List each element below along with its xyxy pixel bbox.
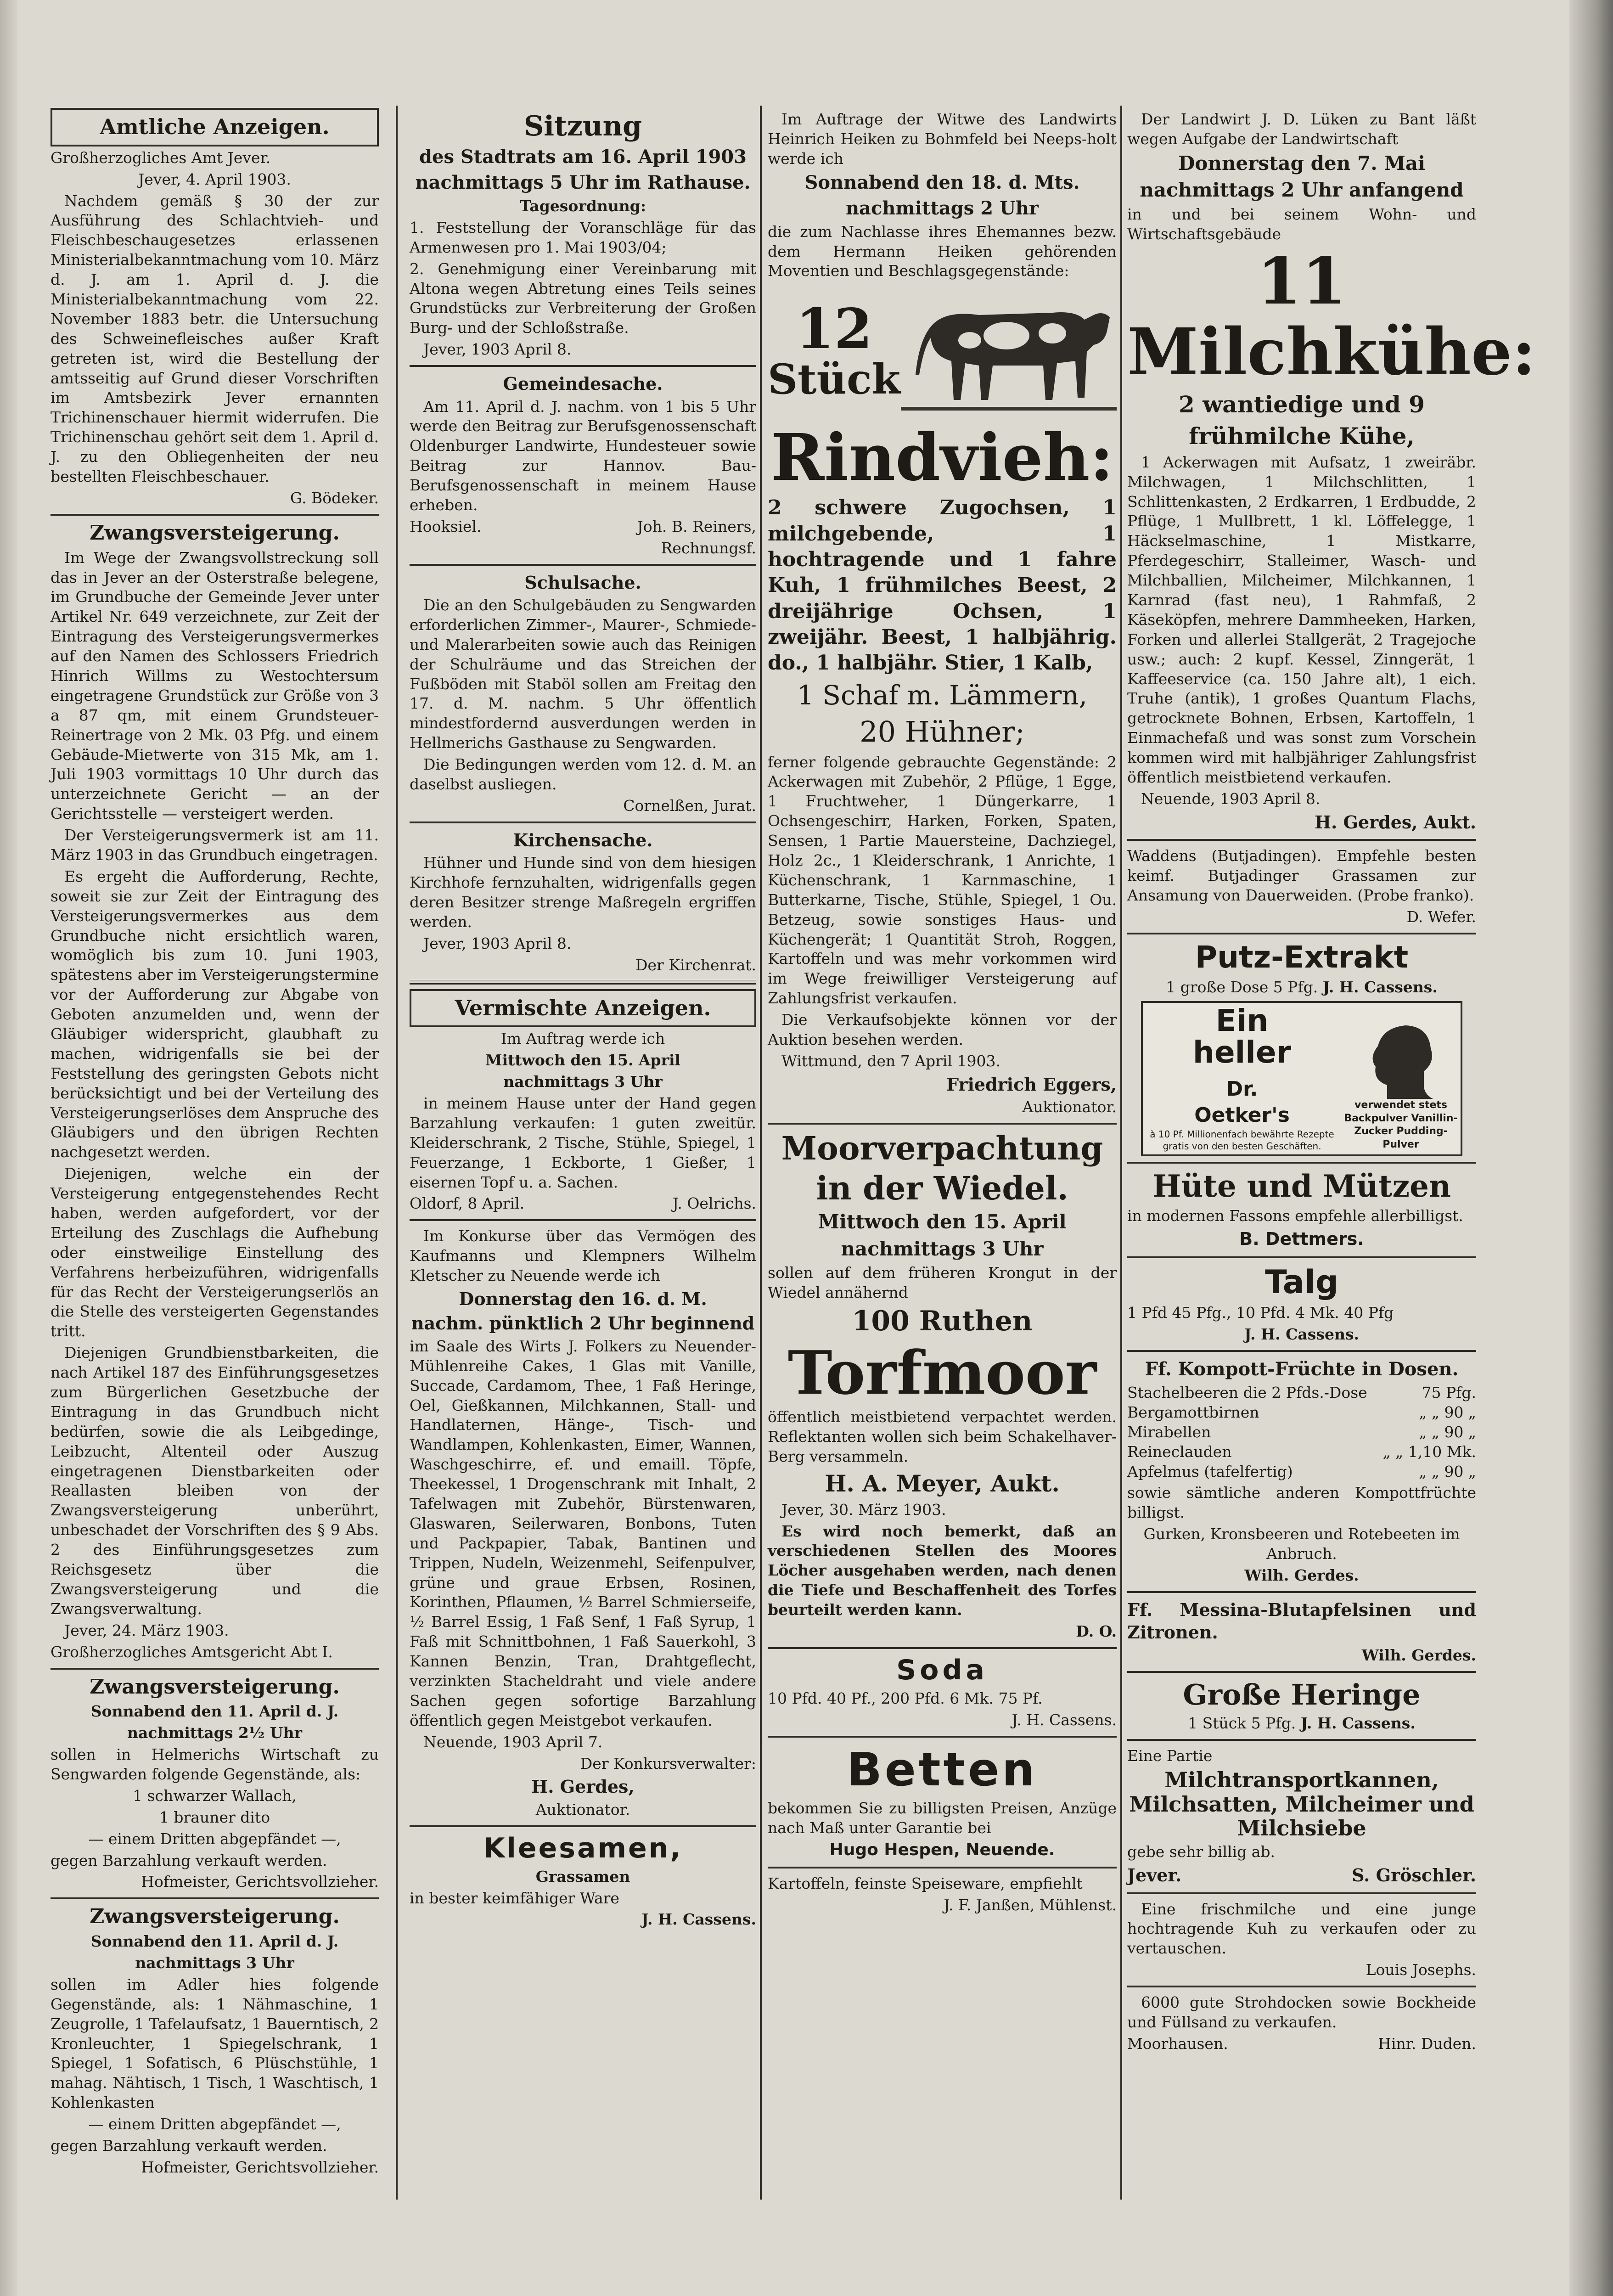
milch-sub: 2 wantiedige und 9 — [1179, 390, 1425, 418]
milk-signature: S. Gröschler. — [1352, 1865, 1476, 1886]
waddens-signature: D. Wefer. — [1406, 907, 1476, 926]
v1-body: in meinem Hause unter der Hand gegen Barzahlung verkaufen: 1 guten zweitür. Kleiderschrank, 2 Tische, Stühle, Spiegel, 1 Feuerzange, 1 Eckborte, 1 Gießer, 1 eisernen Topf u. a. Sachen. — [410, 1094, 756, 1191]
moorverpachtung-heading: in der Wiedel. — [816, 1169, 1068, 1207]
divider — [410, 564, 756, 566]
oetker-products: Backpulver Vanillin-Zucker Pudding-Pulver — [1344, 1112, 1458, 1150]
kleesamen-signature: J. H. Cassens. — [641, 1910, 756, 1929]
zv3-tail: gegen Barzahlung verkauft werden. — [51, 2137, 327, 2155]
kartoffeln-body: Kartoffeln, feinste Speiseware, empfiehlt — [768, 1874, 1083, 1893]
betten-body: bekommen Sie zu billigsten Preisen, Anzüge nach Maß unter Garantie bei — [768, 1799, 1117, 1837]
milch-time: nachmittags 2 Uhr anfangend — [1140, 179, 1464, 202]
zv2-tail: — einem Dritten abgepfändet —, — [88, 1829, 341, 1848]
gemeinde-signature-role: Rechnungsf. — [661, 539, 756, 557]
schul-signature: Cornelßen, Jurat. — [623, 796, 756, 815]
moor-initials: D. O. — [1076, 1622, 1117, 1641]
v1-place: Oldorf, 8 April. — [410, 1194, 525, 1213]
column-2 — [410, 108, 756, 2165]
putz-body: 1 große Dose 5 Pfg. — [1166, 978, 1318, 996]
stroh-signature: Hinr. Duden. — [1378, 2034, 1476, 2053]
kirchensache-heading: Kirchensache. — [513, 829, 653, 850]
sitzung-heading: Sitzung — [523, 110, 642, 142]
moor-note: Es wird noch bemerkt, daß an verschiedenen Stellen des Moores Löcher ausgehaben werden, nach denen die Tiefe und Beschaffenheit des Torfes beurteilt werden kann. — [768, 1522, 1117, 1619]
heringe-signature: J. H. Cassens. — [1300, 1714, 1416, 1732]
auction-body: die zum Nachlasse ihres Ehemannes bezw. dem Hermann Heiken gehörenden Moventien und Beschlagsgegenstände: — [768, 222, 1117, 280]
zv2-item: 1 schwarzer Wallach, — [133, 1786, 297, 1805]
auction-time: nachmittags 2 Uhr — [845, 197, 1039, 219]
sitzung-date: Jever, 1903 April 8. — [423, 340, 572, 359]
auction-signature: Friedrich Eggers, — [946, 1074, 1117, 1095]
milch-date: Neuende, 1903 April 8. — [1141, 789, 1321, 808]
notice-authority: Großherzogliches Amt Jever. — [51, 148, 271, 167]
column-rule-1 — [396, 106, 398, 2200]
notice-date: Jever, 4. April 1903. — [138, 170, 291, 188]
talg-signature: J. H. Cassens. — [1244, 1325, 1360, 1344]
kompott-item-name: Mirabellen — [1127, 1423, 1211, 1441]
milch-list: 1 Ackerwagen mit Aufsatz, 1 zweiräbr. Milchwagen, 1 Milchschlitten, 1 Schlittenkasten, 2 Erdkarren, 1 Erdbudde, 2 Pflüge, 1 Mullbrett, 1 kl. Löffelegge, 1 Häckselmaschine, 1 Mistkarre, Pferdegeschirr, Stalleimer, Wasch- und Milchballien, Milcheimer, Milchkannen, 1 Karnrad (fast neu), 1 Rahmfaß, 2 Käseköpfen, mehrere Dammheeken, Harken, Forken und allerlei Stallgerät, 2 Tragejoche usw.; auch: 2 kupf. Kessel, Zinngerät, 1 Kaffeeservice (ca. 150 Jahre alt), 1 eich. Truhe (antik), 1 großes Quantum Flachs, getrocknete Bohnen, Erbsen, Kartoffeln, 1 Einmachefaß und was sonst zum Vorschein kommen wird mit halbjähriger Zahlungsfrist öffentlich meistbietend verkaufen. — [1127, 453, 1476, 786]
zv1-paragraph: Diejenigen Grundbienstbarkeiten, die nach Artikel 187 des Einführungsgesetzes zum Bürgerlichen Gesetzbuche der Eintragung in das Grundbuch nicht bedürfen, sowie die als Leibgedinge, Leibzucht, Altenteil oder Auszug eingetragenen Dienstbarkeiten oder Reallasten bleiben von der Zwangsversteigerung unberührt, unbeschadet der Vorschriften des § 9 Abs. 2 des Einführungsgesetzes zum Reichsgesetz über die Zwangsversteigerung und die Zwangsverwaltung. — [51, 1344, 379, 1618]
divider — [1127, 1350, 1476, 1352]
kompott-item-price: „ „ 90 „ — [1419, 1462, 1476, 1480]
gemeinde-place: Hooksiel. — [410, 517, 482, 535]
kompott-item-price: „ „ 90 „ — [1419, 1423, 1476, 1441]
kirchen-body: Hühner und Hunde sind von dem hiesigen Kirchhofe fernzuhalten, widrigenfalls gegen deren Besitzer strenge Maßregeln ergriffen werden. — [410, 854, 756, 931]
zv1-paragraph: Im Wege der Zwangsvollstreckung soll das in Jever an der Osterstraße belegene, im Grundbuche der Gemeinde Jever unter Artikel Nr. 649 verzeichnete, zur Zeit der Eintragung des Versteigerungsvermerkes auf den Namen des Schlossers Friedrich Hinrich Willms zu Westochtersum eingetragene Grundstück zur Größe von 3 a 87 qm, mit einem Grundsteuer-Reinertrage von 2 Mk. 03 Pfg. und einem Gebäude-Mietwerte von 315 Mk, am 1. Juli 1903 vormittags 10 Uhr durch das unterzeichnete Gericht — an der Gerichtsstelle — versteigert werden. — [51, 548, 379, 823]
kartoffeln-signature: J. F. Janßen, Mühlenst. — [944, 1896, 1117, 1914]
cattle-illustration-row — [768, 283, 1117, 421]
messina-signature: Wilh. Gerdes. — [1361, 1646, 1476, 1664]
page-edge-left — [0, 0, 17, 2296]
notice-body: Nachdem gemäß § 30 der zur Ausführung des Schlachtvieh- und Fleischbeschaugesetzes erlassenen Ministerialbekanntmachung vom 10. März d. J. am 1. April d. J. die Ministerialbekanntmachung vom 22. November 1883 betr. die Untersuchung des Schweinefleisches außer Kraft getreten ist, wird die Bestellung der amtsseitig auf Grund dieser Vorschriften im Amtsbezirk Jever ernannten Trichinenschauer hiermit widerrufen. Die Trichinenschau gehört seit dem 1. April d. J. zu den Obliegenheiten der neu bestellten Fleischbeschauer. — [51, 191, 379, 486]
vermischte-anzeigen-header: Vermischte Anzeigen. — [410, 989, 756, 1028]
divider — [1127, 1256, 1476, 1258]
oetker-uses: verwendet stets — [1354, 1099, 1447, 1111]
oetker-dr: Dr. — [1226, 1077, 1258, 1101]
soda-signature: J. H. Cassens. — [1012, 1711, 1117, 1729]
oetker-heller: heller — [1192, 1035, 1292, 1070]
kompott-item-price: „ „ 90 „ — [1419, 1403, 1476, 1421]
auction-more: Die Verkaufsobjekte können vor der Auktion besehen werden. — [768, 1011, 1117, 1048]
tagesordnung-label: Tagesordnung: — [519, 197, 646, 215]
auction-date: Wittmund, den 7 April 1903. — [781, 1052, 1001, 1070]
zwangsversteigerung-heading: Zwangsversteigerung. — [90, 1675, 340, 1699]
huete-body: in modernen Fassons empfehle allerbilligst. — [1127, 1207, 1463, 1225]
zv2-signature: Hofmeister, Gerichtsvollzieher. — [141, 1873, 379, 1891]
divider — [1127, 1986, 1476, 1987]
divider — [1127, 1892, 1476, 1894]
divider — [51, 1668, 379, 1670]
talg-body: 1 Pfd 45 Pfg., 10 Pfd. 4 Mk. 40 Pfg — [1127, 1304, 1394, 1322]
divider-double — [410, 980, 756, 985]
amtliche-anzeigen-header: Amtliche Anzeigen. — [51, 108, 379, 146]
huete-signature: B. Dettmers. — [1239, 1229, 1364, 1249]
column-1 — [51, 108, 379, 2176]
milch-body: in und bei seinem Wohn- und Wirtschaftsgebäude — [1127, 205, 1476, 243]
moorverpachtung-heading: Moorverpachtung — [781, 1129, 1103, 1168]
zv2-when: Sonnabend den 11. April d. J. — [90, 1702, 339, 1721]
betten-heading: Betten — [847, 1742, 1038, 1796]
zv2-time: nachmittags 2½ Uhr — [127, 1724, 302, 1742]
kleesamen-sub: Grassamen — [535, 1867, 630, 1885]
sitzung-subheading: nachmittags 5 Uhr im Rathause. — [415, 172, 751, 193]
kompott-row — [1127, 1423, 1476, 1442]
oetker-ein: Ein — [1215, 1003, 1269, 1039]
kompott-row — [1127, 1403, 1476, 1423]
auction-signature-role: Auktionator. — [1022, 1098, 1117, 1116]
v2-when: Donnerstag den 16. d. M. — [459, 1289, 707, 1310]
gemeinde-body: Am 11. April d. J. nachm. von 1 bis 5 Uhr werde den Beitrag zur Berufsgenossenschaft Oldenburger Landwirte, Hundesteuer sowie Beitrag zur Hannov. Bau-Berufsgenossenschaft in meinem Hause erheben. — [410, 397, 756, 514]
divider — [410, 1825, 756, 1827]
moor-signature: H. A. Meyer, Aukt. — [825, 1469, 1060, 1497]
zv2-tail: gegen Barzahlung verkauft werden. — [51, 1851, 327, 1869]
kompott-row — [1127, 1462, 1476, 1482]
kompott-item-name: Bergamottbirnen — [1127, 1403, 1259, 1421]
v1-signature: J. Oelrichs. — [672, 1194, 756, 1213]
cattle-list: 2 schwere Zugochsen, 1 milchgebende, 1 hochtragende und 1 fahre Kuh, 1 frühmilches Beest, 2 dreijährige Ochsen, 1 zweijähr. Beest, 1 halbjährig. do., 1 halbjähr. Stier, 1 Kalb, — [768, 496, 1117, 675]
chickens-line: 20 Hühner; — [860, 715, 1025, 748]
kleesamen-heading: Kleesamen, — [483, 1832, 683, 1864]
stroh-body: 6000 gute Strohdocken sowie Bockheide und Füllsand zu verkaufen. — [1127, 1993, 1476, 2032]
waddens-body: Waddens (Butjadingen). Empfehle besten keimf. Butjadinger Grassamen zur Ansamung von Dauerweiden. (Probe franko). — [1127, 847, 1476, 904]
divider — [1127, 933, 1476, 934]
zv3-body: sollen im Adler hies folgende Gegenstände, als: 1 Nähmaschine, 1 Zeugrolle, 1 Tafelaufsatz, 1 Bauerntisch, 2 Kronleuchter, 1 Spiegelschrank, 1 Spiegel, 1 Sofatisch, 6 Plüschstühle, 1 mahag. Nähtisch, 1 Tisch, 1 Waschtisch, 1 Kohlenkasten — [51, 1975, 379, 2112]
schulsache-heading: Schulsache. — [524, 572, 641, 593]
milch-intro: Der Landwirt J. D. Lüken zu Bant läßt wegen Aufgabe der Landwirtschaft — [1127, 110, 1476, 148]
rindvieh-heading: Rindvieh: — [770, 420, 1114, 496]
kompott-price-table — [1127, 1383, 1476, 1481]
zwangsversteigerung-heading: Zwangsversteigerung. — [90, 1905, 340, 1929]
zv1-date: Jever, 24. März 1903. — [64, 1621, 229, 1639]
kuh-body: Eine frischmilche und eine junge hochtragende Kuh zu verkaufen oder zu vertauschen. — [1127, 1900, 1476, 1958]
v1-intro: Im Auftrag werde ich — [500, 1030, 665, 1048]
moor-amount: 100 Ruthen — [852, 1305, 1033, 1338]
oetker-name: Oetker's — [1194, 1103, 1290, 1127]
heringe-heading: Große Heringe — [1183, 1677, 1421, 1711]
milk-body: gebe sehr billig ab. — [1127, 1843, 1276, 1861]
agenda-item: 2. Genehmigung einer Vereinbarung mit Altona wegen Abtretung eines Teils seines Grundstücks zur Verbreiterung der Großen Burg- und der Schloßstraße. — [410, 259, 756, 337]
heringe-body: 1 Stück 5 Pfg. — [1188, 1714, 1296, 1732]
kompott-row — [1127, 1442, 1476, 1462]
milch-sub: frühmilche Kühe, — [1189, 422, 1415, 450]
column-rule-2 — [760, 106, 762, 2200]
page-edge-right — [1569, 0, 1613, 2296]
divider — [51, 1897, 379, 1899]
divider — [410, 822, 756, 823]
kompott-item-price: „ „ 1,10 Mk. — [1383, 1442, 1476, 1461]
moor-when: Mittwoch den 15. April — [818, 1210, 1067, 1233]
column-4 — [1127, 108, 1536, 2165]
zv3-signature: Hofmeister, Gerichtsvollzieher. — [141, 2158, 379, 2176]
kirchen-signature: Der Kirchenrat. — [635, 956, 756, 974]
divider — [1127, 1671, 1476, 1673]
auction-when: Sonnabend den 18. d. Mts. — [804, 171, 1080, 193]
divider — [410, 365, 756, 367]
v1-when: Mittwoch den 15. April — [485, 1051, 681, 1069]
divider — [768, 1736, 1117, 1738]
milk-intro: Eine Partie — [1127, 1746, 1213, 1765]
divider — [768, 1867, 1117, 1868]
auction-more: ferner folgende gebrauchte Gegenstände: 2 Ackerwagen mit Zubehör, 2 Pflüge, 1 Egge, 1 Fruchtweher, 1 Düngerkarre, 1 Ochsengeschirr, Harken, Forken, Spaten, Sensen, 1 Partie Mauersteine, Dachziegel, Holz 2c., 1 Kleiderschrank, 1 Anrichte, 1 Küchenschrank, 1 Karnmaschine, 1 Butterkarne, Tische, Stühle, Spiegel, 1 Ou. Betzeug, sowie sonstiges Haus- und Küchengerät; 1 Quantität Stroh, Roggen, Kartoffeln und was mehr vorkommen wird im Wege freiwilliger Versteigerung auf Zahlungsfrist verkaufen. — [768, 753, 1117, 1007]
oetker-price: à 10 Pf. Millionenfach bewährte Rezepte gratis von den besten Geschäften. — [1150, 1129, 1334, 1152]
kompott-item-name: Stachelbeeren die 2 Pfds.-Dose — [1127, 1383, 1367, 1401]
kompott-item-name: Apfelmus (tafelfertig) — [1127, 1462, 1293, 1480]
milk-heading: Milchtransportkannen, Milchsatten, Milcheimer und Milchsiebe — [1129, 1767, 1474, 1841]
divider — [410, 1219, 756, 1221]
cattle-count: 12 — [796, 296, 873, 361]
v2-role: Der Konkursverwalter: — [580, 1754, 756, 1773]
v2-signature-role: Auktionator. — [535, 1800, 630, 1818]
kompott-tail: Gurken, Kronsbeeren und Rotebeeten im Anbruch. — [1143, 1525, 1460, 1563]
cow-icon — [901, 283, 1117, 421]
column-3 — [768, 108, 1117, 2165]
zv2-item: 1 brauner dito — [159, 1808, 270, 1826]
divider — [1127, 1739, 1476, 1741]
putz-signature: J. H. Cassens. — [1322, 978, 1438, 996]
soda-heading: Soda — [896, 1654, 988, 1686]
soda-body: 10 Pfd. 40 Pf., 200 Pfd. 6 Mk. 75 Pf. — [768, 1689, 1043, 1707]
v2-intro: Im Konkurse über das Vermögen des Kaufmanns und Klempners Wilhelm Kletscher zu Neuende werde ich — [410, 1227, 756, 1285]
betten-signature: Hugo Hespen, Neuende. — [829, 1840, 1055, 1860]
zv1-paragraph: Der Versteigerungsvermerk ist am 11. März 1903 in das Grundbuch eingetragen. — [51, 826, 379, 864]
divider — [1127, 839, 1476, 841]
divider — [1127, 1162, 1476, 1164]
milch-signature: H. Gerdes, Aukt. — [1315, 811, 1476, 833]
kirchen-date: Jever, 1903 April 8. — [423, 934, 572, 952]
putz-extrakt-heading: Putz-Extrakt — [1195, 939, 1409, 975]
milchkuehe-heading: 11 Milchkühe: — [1127, 243, 1536, 390]
kompott-row — [1127, 1383, 1476, 1403]
huete-heading: Hüte und Mützen — [1152, 1168, 1451, 1204]
zv3-when: Sonnabend den 11. April d. J. — [90, 1932, 339, 1951]
v2-body: im Saale des Wirts J. Folkers zu Neuender-Mühlenreihe Cakes, 1 Glas mit Vanille, Succade, Cardamom, Thee, 1 Faß Heringe, Oel, Gießkannen, Milchkannen, Stall- und Handlaternen, Hänge-, Tisch- und Wandlampen, Kohlenkasten, Eimer, Wannen, Waschgeschirre, ef. und emaill. Töpfe, Theekessel, 1 Drogenschrank mit Inhalt, 2 Tafelwagen mit Zubehör, Bürstenwaren, Glaswaren, Seilerwaren, Bonbons, Tuten und Packpapier, Tabak, Bantinen und Trippen, Nudeln, Weizenmehl, Seifenpulver, grüne und graue Erbsen, Rosinen, Korinthen, Pflaumen, ½ Barrel Schmierseife, ½ Barrel Essig, 1 Faß Senf, 1 Faß Syrup, 1 Faß mit Schnittbohnen, 1 Faß Sauerkohl, 3 Kannen Benzin, Tran, Drahtgeflecht, verzinkten Stacheldraht und viele andere Sachen gegen sofortige Barzahlung öffentlich gegen Meistgebot verkaufen. — [410, 1337, 756, 1729]
schul-body: Die Bedingungen werden vom 12. d. M. an daselbst ausliegen. — [410, 755, 756, 793]
sheep-line: 1 Schaf m. Lämmern, — [797, 679, 1088, 711]
kleesamen-body: in bester keimfähiger Ware — [410, 1889, 619, 1907]
v2-signature: H. Gerdes, — [531, 1776, 635, 1797]
kompott-signature: Wilh. Gerdes. — [1244, 1566, 1359, 1584]
moor-date: Jever, 30. März 1903. — [781, 1500, 946, 1519]
column-rule-3 — [1120, 106, 1122, 2200]
agenda-item: 1. Feststellung der Voranschläge für das Armenwesen pro 1. Mai 1903/04; — [410, 218, 756, 256]
kompott-item-name: Reineclauden — [1127, 1442, 1232, 1461]
talg-heading: Talg — [1265, 1263, 1339, 1301]
woman-silhouette-icon — [1355, 1021, 1447, 1099]
zv3-time: nachmittags 3 Uhr — [135, 1954, 294, 1972]
zv1-signature: Großherzogliches Amtsgericht Abt I. — [51, 1643, 333, 1661]
divider — [1127, 1591, 1476, 1593]
zwangsversteigerung-heading: Zwangsversteigerung. — [90, 521, 340, 545]
milk-place: Jever. — [1127, 1865, 1182, 1886]
zv3-tail: — einem Dritten abgepfändet —, — [88, 2115, 341, 2133]
messina-body: Ff. Messina-Blutapfelsinen und Zitronen. — [1127, 1599, 1476, 1643]
schul-body: Die an den Schulgebäuden zu Sengwarden erforderlichen Zimmer-, Maurer-, Schmiede- und Malerarbeiten sowie auch das Reinigen der Schulräume und das Streichen der Fußböden mit Staböl sollen am Freitag den 17. d. M. nachm. 5 Uhr öffentlich mindestfordernd ausverdungen werden in Hellmerichs Gasthause zu Sengwarden. — [410, 596, 756, 752]
kuh-signature: Louis Josephs. — [1366, 1961, 1476, 1979]
oetker-advertisement — [1141, 1001, 1462, 1156]
stroh-place: Moorhausen. — [1127, 2034, 1228, 2053]
kompott-heading: Ff. Kompott-Früchte in Dosen. — [1145, 1358, 1459, 1380]
kompott-item-price: 75 Pfg. — [1422, 1383, 1476, 1401]
v2-time: nachm. pünktlich 2 Uhr beginnend — [411, 1313, 755, 1334]
notice-signature: G. Bödeker. — [290, 489, 379, 507]
divider — [768, 1123, 1117, 1125]
divider — [768, 1647, 1117, 1649]
sitzung-subheading: des Stadtrats am 16. April 1903 — [419, 146, 747, 168]
gemeindesache-heading: Gemeindesache. — [503, 373, 663, 394]
moor-body: öffentlich meistbietend verpachtet werden. Reflektanten wollen sich beim Schakelhaver-Berg versammeln. — [768, 1408, 1117, 1465]
zv1-paragraph: Es ergeht die Aufforderung, Rechte, soweit sie zur Zeit der Eintragung des Versteigerungsvermerkes aus dem Grundbuche nicht ersichtlich waren, womöglich bis zum 10. Juni 1903, spätestens aber im Versteigerungstermine vor der Aufforderung zur Abgabe von Geboten anzumelden und, wenn der Gläubiger widerspricht, glaubhaft zu machen, widrigenfalls sie bei der Feststellung des geringsten Gebots nicht berücksichtigt und bei der Verteilung des Versteigerungserlöses dem Anspruche des Gläubigers und den übrigen Rechten nachgesetzt werden. — [51, 867, 379, 1161]
milch-when: Donnerstag den 7. Mai — [1178, 152, 1425, 174]
v2-date: Neuende, 1903 April 7. — [423, 1733, 603, 1751]
torfmoor-heading: Torfmoor — [787, 1338, 1097, 1408]
zv2-body: sollen in Helmerichs Wirtschaft zu Sengwarden folgende Gegenstände, als: — [51, 1745, 379, 1783]
moor-body: sollen auf dem früheren Krongut in der Wiedel annähernd — [768, 1264, 1117, 1302]
divider — [51, 514, 379, 516]
gemeinde-signature: Joh. B. Reiners, — [637, 517, 756, 535]
kompott-tail: sowie sämtliche anderen Kompottfrüchte billigst. — [1127, 1484, 1476, 1522]
auction-intro: Im Auftrage der Witwe des Landwirts Heinrich Heiken zu Bohmfeld bei Neeps-holt werde ich — [768, 110, 1117, 168]
zv1-paragraph: Diejenigen, welche ein der Versteigerung entgegenstehendes Recht haben, werden aufgefordert, vor der Erteilung des Zuschlags die Aufhebung oder einstweilige Einstellung des Verfahrens herbeizuführen, widrigenfalls für das Recht der Versteigerungserlös an die Stelle des versteigerten Gegenstandes tritt. — [51, 1165, 379, 1340]
v1-time: nachmittags 3 Uhr — [503, 1073, 663, 1091]
moor-time: nachmittags 3 Uhr — [841, 1237, 1044, 1260]
cattle-unit: Stück — [768, 355, 901, 404]
